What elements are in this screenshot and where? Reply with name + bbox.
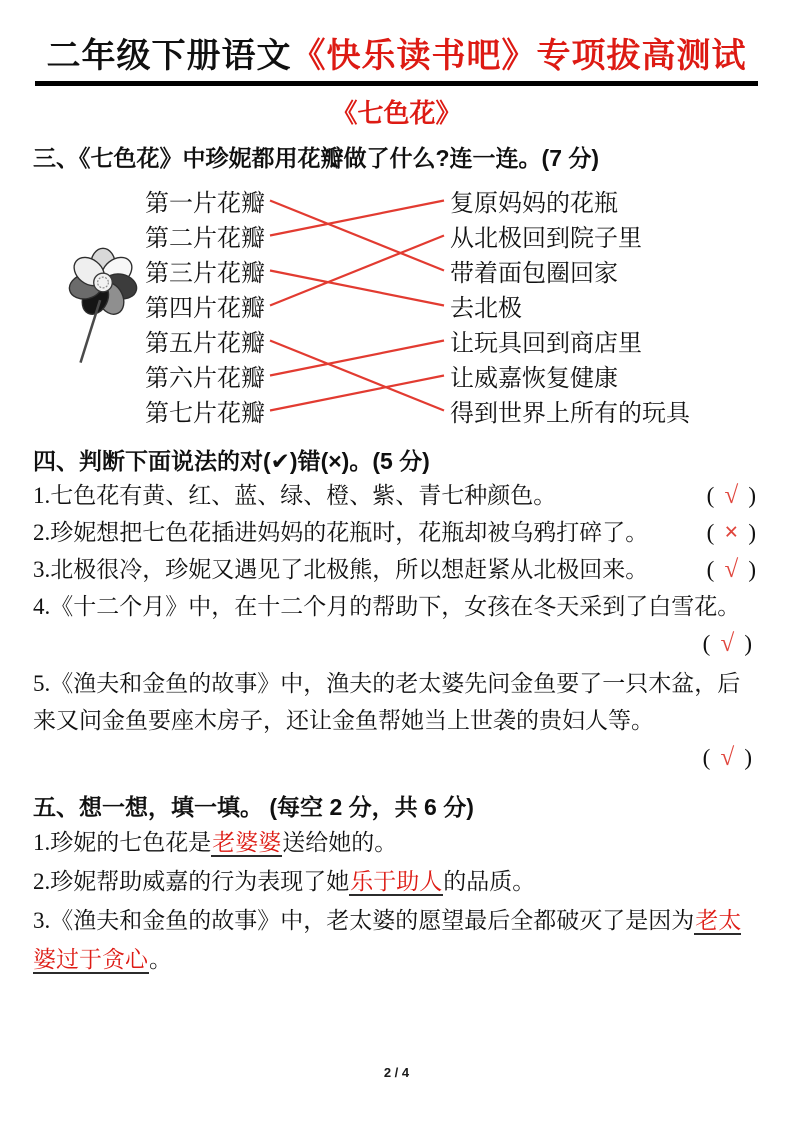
match-right-item: 带着面包圈回家 bbox=[450, 261, 618, 288]
match-left-item: 第一片花瓣 bbox=[145, 191, 265, 218]
match-left-item: 第二片花瓣 bbox=[145, 226, 265, 253]
tf-question-2 bbox=[33, 514, 760, 551]
answer-mark: √ bbox=[724, 556, 739, 584]
match-right-item: 得到世界上所有的玩具 bbox=[450, 401, 690, 428]
fill-question-2: 2.珍妮帮助威嘉的行为表现了她乐于助人的品质。 bbox=[33, 869, 536, 895]
title-topic-part: 《快乐读书吧》专项拔高测试 bbox=[291, 37, 747, 75]
match-right-item: 复原妈妈的花瓶 bbox=[450, 191, 618, 218]
page-title bbox=[33, 34, 760, 78]
answer-slot: ( √ ) bbox=[707, 477, 760, 514]
match-left-item: 第五片花瓣 bbox=[145, 331, 265, 358]
answer-slot: ( √ ) bbox=[33, 625, 760, 665]
seven-petal-flower-icon bbox=[59, 241, 147, 367]
answer-mark: × bbox=[724, 519, 739, 547]
fill-blank-answer: 老婆婆 bbox=[212, 830, 282, 856]
match-right-item: 让威嘉恢复健康 bbox=[450, 366, 618, 393]
section5-heading: 五、想一想，填一填。 (每空 2 分，共 6 分) bbox=[33, 794, 474, 821]
title-double-underline bbox=[35, 81, 758, 86]
fill-blank-answer: 老太婆过于贪心 bbox=[33, 908, 742, 973]
answer-mark: √ bbox=[720, 744, 735, 772]
tf-question-text: 5.《渔夫和金鱼的故事》中，渔夫的老太婆先问金鱼要了一只木盆，后来又问金鱼要座木房子，还让金鱼帮她当上世袭的贵妇人等。 bbox=[33, 671, 741, 734]
title-course-part: 二年级下册语文 bbox=[46, 37, 292, 75]
match-right-item: 让玩具回到商店里 bbox=[450, 331, 642, 358]
match-left-item: 第三片花瓣 bbox=[145, 261, 265, 288]
tf-question-text: 4.《十二个月》中，在十二个月的帮助下，女孩在冬天采到了白雪花。 bbox=[33, 594, 741, 620]
tf-question-5 bbox=[33, 665, 760, 779]
tf-question-4 bbox=[33, 588, 760, 665]
answer-mark: √ bbox=[720, 630, 735, 658]
tf-question-3 bbox=[33, 551, 760, 588]
match-left-item: 第六片花瓣 bbox=[145, 366, 265, 393]
match-right-item: 去北极 bbox=[450, 296, 522, 323]
matching-exercise bbox=[33, 183, 760, 433]
match-left-item: 第七片花瓣 bbox=[145, 401, 265, 428]
match-right-column bbox=[450, 183, 760, 428]
fill-question-1: 1.珍妮的七色花是老婆婆送给她的。 bbox=[33, 830, 398, 856]
tf-question-1 bbox=[33, 477, 760, 514]
tf-question-text: 2.珍妮想把七色花插进妈妈的花瓶时，花瓶却被乌鸦打碎了。 bbox=[33, 520, 649, 546]
match-left-column bbox=[145, 183, 450, 428]
answer-slot: ( √ ) bbox=[33, 739, 760, 779]
answer-mark: √ bbox=[724, 482, 739, 510]
match-right-item: 从北极回到院子里 bbox=[450, 226, 642, 253]
section4-heading: 四、判断下面说法的对(✔)错(×)。(5 分) bbox=[33, 448, 430, 475]
tf-question-text: 3.北极很冷，珍妮又遇见了北极熊，所以想赶紧从北极回来。 bbox=[33, 557, 649, 583]
fill-question-3: 3.《渔夫和金鱼的故事》中，老太婆的愿望最后全都破灭了是因为老太婆过于贪心。 bbox=[33, 908, 742, 973]
section3-heading: 三、《七色花》中珍妮都用花瓣做了什么?连一连。(7 分) bbox=[33, 145, 600, 172]
fill-blank-answer: 乐于助人 bbox=[350, 869, 443, 895]
subtitle-book-name: 《七色花》 bbox=[331, 98, 462, 129]
match-left-item: 第四片花瓣 bbox=[145, 296, 265, 323]
answer-slot: ( × ) bbox=[707, 514, 760, 551]
tf-question-text: 1.七色花有黄、红、蓝、绿、橙、紫、青七种颜色。 bbox=[33, 483, 557, 509]
page-number: 2 / 4 bbox=[383, 1065, 410, 1080]
answer-slot: ( √ ) bbox=[707, 551, 760, 588]
